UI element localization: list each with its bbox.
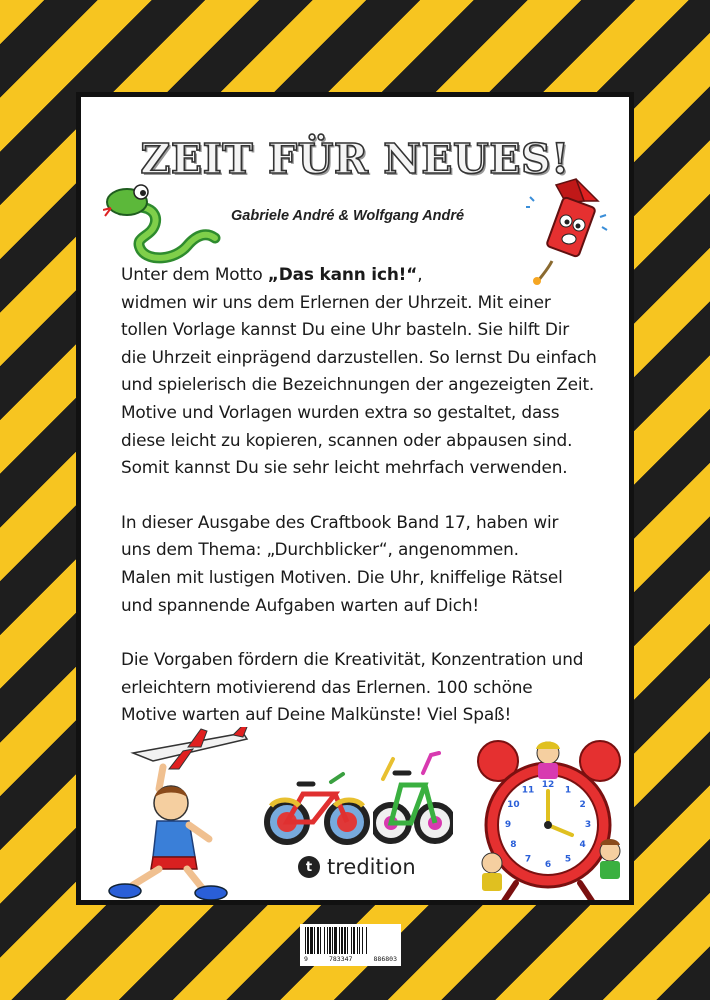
cartoon-snake-icon [103, 180, 223, 270]
clock-number: 5 [564, 854, 572, 865]
barcode-left-digits: 783347 [328, 955, 353, 963]
clock-number: 12 [541, 780, 555, 790]
text-line: Somit kannst Du sie sehr leicht mehrfach verwenden. [121, 457, 568, 478]
clock-number: 8 [510, 840, 517, 850]
alarm-clock-with-kids-icon [476, 733, 626, 905]
red-bicycle-icon [263, 762, 373, 847]
text-line: Die Vorgaben fördern die Kreativität, Konzentration und [121, 649, 584, 670]
paragraph-3 [121, 646, 634, 729]
page-title: ZEIT FÜR NEUES! [140, 135, 570, 183]
paragraph-1 [121, 261, 634, 482]
clock-number: 3 [584, 820, 592, 830]
clock-number: 2 [579, 800, 586, 810]
clock-number: 6 [544, 860, 552, 870]
publisher-name: tredition [327, 855, 416, 879]
clock-number: 9 [504, 820, 512, 830]
text-line: Malen mit lustigen Motiven. Die Uhr, kniffelige Rätsel [121, 566, 563, 587]
paragraph-1-line-1: Unter dem Motto „Das kann ich!“, [121, 264, 423, 284]
motto: „Das kann ich!“ [267, 264, 418, 284]
clock-number: 4 [579, 840, 586, 850]
text-line: Motive warten auf Deine Malkünste! Viel Spaß! [121, 704, 512, 725]
text-line: und spannende Aufgaben warten auf Dich! [121, 594, 480, 615]
text-line: tollen Vorlage kannst Du eine Uhr basteln. Sie hilft Dir [121, 319, 570, 340]
barcode-bars-icon [304, 927, 397, 954]
barcode-lead-digit: 9 [304, 955, 308, 963]
barcode-right-digits: 886803 [373, 955, 397, 963]
clock-number: 10 [507, 800, 520, 810]
tredition-logo-icon: t [298, 856, 320, 878]
clock-number: 7 [524, 854, 532, 865]
publisher-brand [298, 855, 416, 879]
text-line: Motive und Vorlagen wurden extra so gestaltet, dass [121, 401, 560, 422]
paragraph-2 [121, 509, 634, 619]
boy-with-plane-icon [93, 727, 253, 905]
text-line: widmen wir uns dem Erlernen der Uhrzeit. Mit einer [121, 291, 551, 312]
text-line: die Uhrzeit einprägend darzustellen. So lernst Du einfach [121, 346, 597, 367]
text-line: erleichtern motivierend das Erlernen. 100 schöne [121, 676, 533, 697]
text-line: diese leicht zu kopieren, scannen oder abpausen sind. [121, 429, 573, 450]
white-content-panel [76, 92, 634, 905]
authors-line: Gabriele André & Wolfgang André [231, 208, 465, 224]
isbn-barcode [300, 924, 401, 966]
text-line: und spielerisch die Bezeichnungen der angezeigten Zeit. [121, 374, 595, 395]
barcode-digits [304, 955, 397, 963]
green-bicycle-icon [373, 745, 453, 850]
clock-number: 11 [521, 785, 535, 796]
text-line: In dieser Ausgabe des Craftbook Band 17, haben wir [121, 511, 559, 532]
text-line: uns dem Thema: „Durchblicker“, angenommen. [121, 539, 519, 560]
clock-number: 1 [564, 785, 572, 796]
description-text [121, 261, 634, 729]
